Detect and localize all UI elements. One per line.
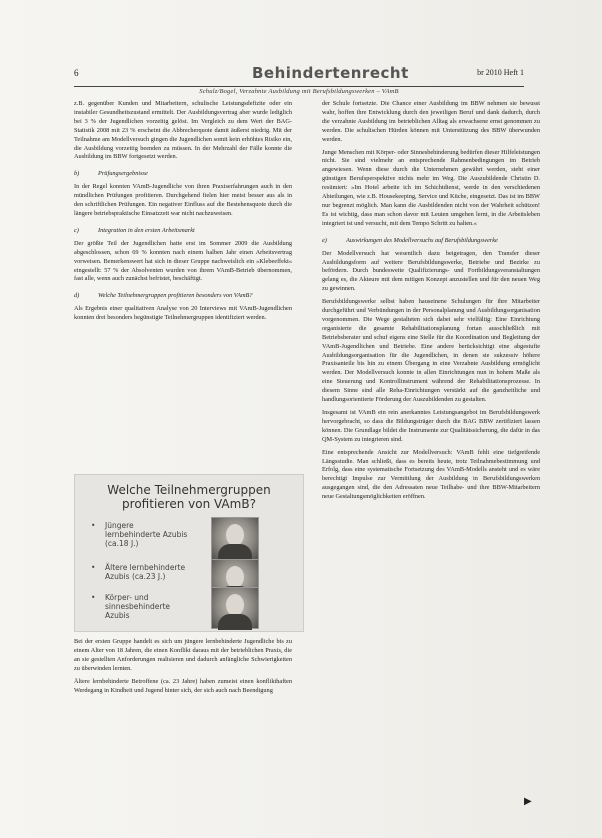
issue-label: br 2010 Heft 1 <box>477 68 524 77</box>
left-column <box>74 100 292 327</box>
continue-arrow-icon: ▶ <box>524 796 532 807</box>
section-heading-c: c) Integration in den ersten Arbeitsmarkt <box>74 226 195 234</box>
figure-participant-groups <box>74 474 304 632</box>
paragraph: Als Ergebnis einer qualitativen Analyse von 20 Interviews mit VAmB-Jugendlichen konnten drei besonders begünstigte Teilnehmergruppen identifiziert werden. <box>74 305 292 322</box>
figure-title: Welche Teilnehmergruppen profitieren von VAmB? <box>107 483 271 511</box>
figure-list-item: • Körper- und sinnesbehinderte Azubis <box>91 593 170 620</box>
paragraph: Der größte Teil der Jugendlichen hatte erst im Sommer 2009 die Ausbildung abgeschlossen, schon 69 % konnten nach einem halben Jahr einen Arbeitsvertrag vorweisen. Bemerkenswert hat sich in dieser Gruppe nachweislich ein »Klebeeffekt« eingestellt: 57 % der Absolventen wurden von ihrem VAmB-Betrieb übernommen, fast alle, wenn auch zunächst befristet, beschäftigt. <box>74 239 292 283</box>
paragraph: In der Regel konnten VAmB-Jugendliche von ihren Praxiserfahrungen auch in den mündlichen Prüfungen profitieren. Durchgehend fielen hier meist besser aus als in den schriftlichen Prüfungen. Ein negativer Einfluss auf die Bestehensquote durch die längere betriebspraktische Einsatzzeit war nicht nachzuweisen. <box>74 183 292 217</box>
paragraph: Der Modellversuch hat wesentlich dazu beigetragen, den Transfer dieser Ausbildungsform auf weitere Berufsbildungswerke, Betriebe und Bezirke zu befördern. Durch bundesweite Qualifizierungs- und Fortbildungsveranstaltungen gelang es, die Akteure mit dem mitigen Konzept anzustellen und für den neuen Weg zu gewinnen. <box>322 249 540 293</box>
paragraph: Bei der ersten Gruppe handelt es sich um jüngere lernbehinderte Jugendliche bis zu einem Alter von 18 Jahren, die einen Konflikt daraus mit der betrieblichen Praxis, die an sie gestellten Anforderungen realisieren und dadurch anfängliche Schwierigkeiten zu überwinden lernten. <box>74 638 292 672</box>
figure-list-item: • Ältere lernbehinderte Azubis (ca.23 J.) <box>91 563 186 581</box>
left-column-bottom <box>74 638 292 699</box>
paragraph: Ältere lernbehinderte Betroffene (ca. 23 Jahre) haben zumeist einen konflikthaften Werdegang in Kindheit und Jugend hinter sich, der sich auch nach Beendigung <box>74 677 292 694</box>
section-heading-d: d) Welche Teilnehmergruppen profitieren besonders von VAmB? <box>74 292 253 300</box>
figure-list-item: • Jüngere lernbehinderte Azubis (ca.18 J.) <box>91 521 188 548</box>
section-heading-b: b) Prüfungsergebnisse <box>74 170 148 178</box>
right-column <box>322 100 540 506</box>
paragraph: Insgesamt ist VAmB ein rein anerkanntes Leistungsangebot im Berufsbildungswerk hervorgebracht, so dass die Bildungsträger durch die BAG BBW zertifiziert lassen können. Die Grundlage bildet die Instrumente zur Qualitätssicherung, die dafür in das QM-System zu integrieren sind. <box>322 409 540 443</box>
running-header <box>74 64 524 87</box>
paragraph: Eine entsprechende Ansicht zur Modellversuch: VAmB fehlt eine tiefgreifende Längsstudie. Man schließt, dass es bereits heute, trotz Teilnahmebestimmung und Erfolg, dass eine systematische Fortsetzung des VAmB-Modells ansteht und es wäre berechtigt Impulse zur Vermittlung der Ausbildung in Berufsbildungswerken ausgegangen sind, die den Adressaten neue Teilhabe- und ihre BBW-Mitarbeitern neue Gestaltungsmöglichkeiten eröffnen. <box>322 448 540 501</box>
paragraph: Berufsbildungswerke selbst haben hauseinene Schulungen für ihre Mitarbeiter durchgeführt und Verbündungen in der Personalplanung und Ausbildungsorganisation vorgenommen. Die Wege gestalteten sich dabei sehr vielfältig: Eine Einrichtung organisierte die gesamte Rehabilitationsplanung fortan ausschließlich mit Betriebsberater und schuf eigens eine Stelle für die Koordination und Begleitung der VAmB-Jugendlichen und Betriebe. Eine andere berücksichtigt eine abgestufte Ausbildungsorganisation für die Jugendlichen, in denen sie sukzessiv höhere Praxisanteile bis hin zu einem Übergang in eine Verzahnte Ausbildung ermöglicht werden. Der Modellversuch konnte in allen Einrichtungen nun in hohem Maße als eine Steuerung und Kontrollinstrument während der Rehabilitationsprozesse. In diesem Sinne sind alle Reha-Einrichtungen verstärkt auf die ganzheitliche und handlungsorientierte Förderung der Auszubildenden zu gestalten. <box>322 298 540 404</box>
paragraph: z.B. gegenüber Kunden und Mitarbeitern, schulische Leistungsdefizite oder ein instabiler Gesundheitszustand ermittelt. Der Ausbildungsvertrag aber wurde lediglich bei 3 % der Jugendlichen vorzeitig gelöst. Im Vergleich zu dem Wert der BAG-Statistik 2008 mit 23 % erscheint die Abbrecherquote damit äußerst niedrig. Mit der Teilnahme am Modellversuch gingen die Jugendlichen somit kein erhöhtes Risiko ein, die Ausbildung vorzeitig beenden zu müssen. In der Mehrzahl der Fälle konnte die Ausbildung im BBW fortgesetzt werden. <box>74 100 292 161</box>
photo-trainee-woman <box>211 587 259 629</box>
paragraph: der Schule fortsetzte. Die Chance einer Ausbildung im BBW nehmen sie bewusst wahr, hoffen ihre Entwicklung durch den jeweiligen Beruf und dank dadurch, durch die verzahnte Ausbildung im betrieblichen Alltag als erwachsene ernst genommen zu werden. Die schulischen Hürden können mit Unterstützung des BBW überwunden werden. <box>322 100 540 143</box>
journal-title: Behindertenrecht <box>252 64 409 82</box>
article-subtitle: Schulz/Bogel, Verzahnte Ausbildung mit Berufsbildungswerken – VAmB <box>199 88 399 95</box>
section-heading-e: e) Auswirkungen des Modellversuchs auf Berufsbildungswerke <box>322 236 498 244</box>
page-number: 6 <box>74 68 79 78</box>
paragraph: Junge Menschen mit Körper- oder Sinnesbehinderung bedürfen dieser Hilfeleistungen nicht. Sie sind vielmehr an entsprechende Rahmenbedingungen im Betrieb angewiesen. Wenn diese durch die Unternehmen gewährt werden, steht einer günstigen Berufsperspektive nichts mehr im Weg. Die Auszubildende Christin D. resümiert: »Im Hotel arbeite ich im Schichtdienst, werde in den verschiedenen Abteilungen, wie z.B. Housekeeping, Service und Küche, eingesetzt. Das ist im BBW nur begrenzt möglich. Man kann die Ausbildenden nicht von der Wahrheit schützen! Es ist wichtig, dass man schon davor mit Leuten umgehen lernt, in die Arbeitsleben integriert ist und versucht, mit dem Tempo Schritt zu halten.« <box>322 148 540 227</box>
photo-young-man <box>211 517 259 561</box>
